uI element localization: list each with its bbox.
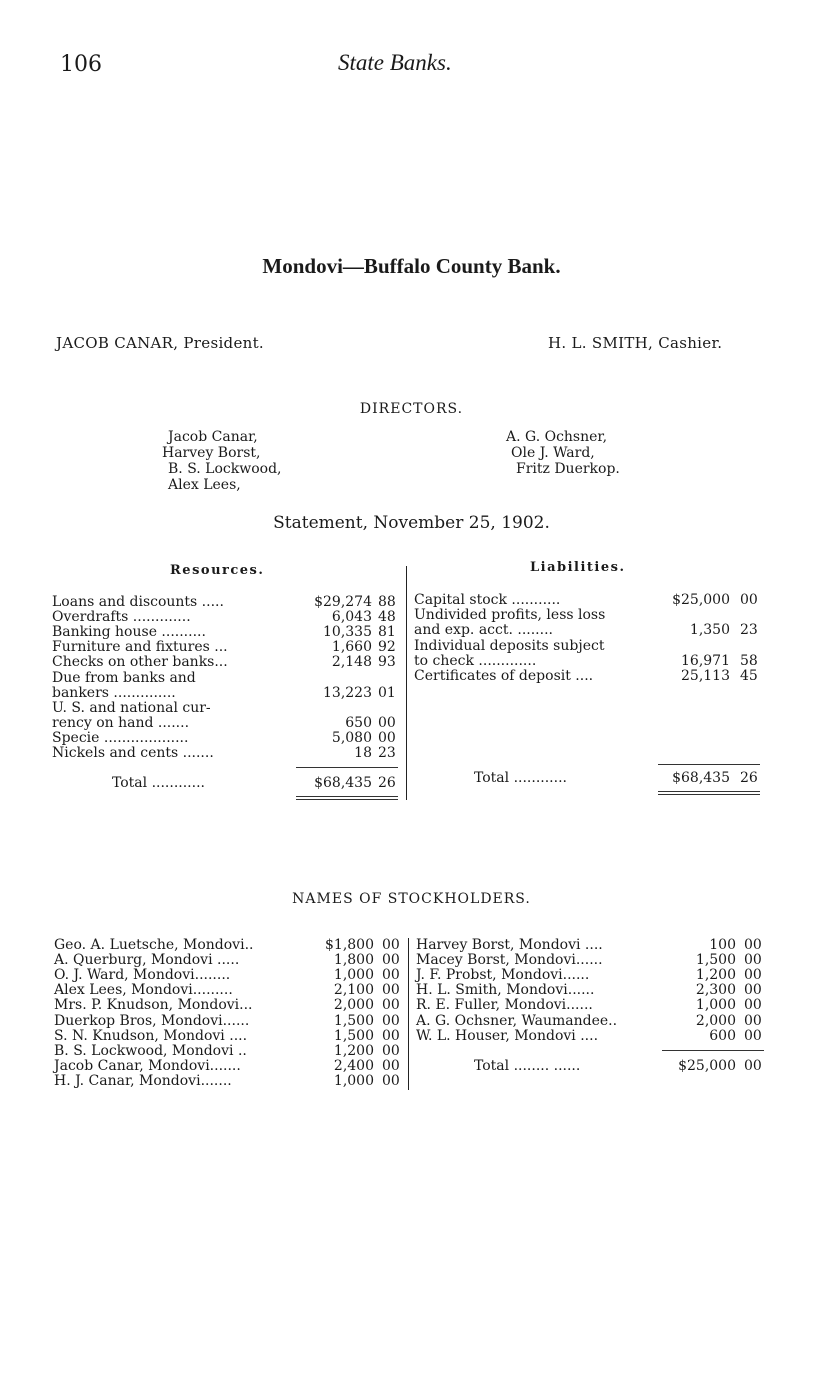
resources-row-dollars: 2,148 xyxy=(331,654,372,671)
stockholder-row-cents: 00 xyxy=(382,1057,400,1074)
stockholder-row-dollars: 2,100 xyxy=(333,982,374,999)
director-name: Jacob Canar, xyxy=(168,429,258,445)
stockholder-row-label: B. S. Lockwood, Mondovi .. xyxy=(54,1042,247,1059)
liabilities-total-cents: 26 xyxy=(740,770,758,786)
liabilities-row-label: and exp. acct. ........ xyxy=(414,622,553,639)
resources-row-cents: 81 xyxy=(378,624,396,641)
resources-row-label: Nickels and cents ....... xyxy=(52,745,214,761)
resources-total-label: Total ............ xyxy=(112,775,205,791)
stockholder-row-dollars: 600 xyxy=(709,1027,736,1044)
stockholder-row-cents: 00 xyxy=(382,997,400,1014)
president: JACOB CANAR, President. xyxy=(56,334,264,352)
cashier: H. L. SMITH, Cashier. xyxy=(548,334,723,352)
stockholder-row-dollars: 1,000 xyxy=(695,997,736,1014)
resources-row-dollars: 1,660 xyxy=(331,639,372,656)
resources-row-label: Specie ................... xyxy=(52,729,189,746)
stockholders-total-cents: 00 xyxy=(744,1058,762,1074)
stockholder-row-cents: 00 xyxy=(744,982,762,999)
liabilities-double-rule xyxy=(658,791,760,792)
stockholder-row-cents: 00 xyxy=(744,967,762,984)
stockholders-total-dollars: $25,000 xyxy=(678,1058,736,1074)
stockholder-row-dollars: 1,200 xyxy=(695,967,736,984)
resources-row-dollars: 18 xyxy=(354,745,372,761)
resources-row-dollars: 6,043 xyxy=(331,609,372,626)
stockholder-row-cents: 00 xyxy=(744,937,762,953)
liabilities-row-label: Undivided profits, less loss xyxy=(414,607,606,624)
directors-left-list xyxy=(162,429,281,493)
resources-row-dollars: $29,274 xyxy=(314,594,372,610)
director-name: Fritz Duerkop. xyxy=(516,461,620,477)
director-name: Alex Lees, xyxy=(168,477,241,493)
stockholder-row-dollars: 2,400 xyxy=(333,1057,374,1074)
liabilities-total-rule xyxy=(658,764,760,765)
stockholder-row-label: Macey Borst, Mondovi...... xyxy=(416,952,603,969)
running-title: State Banks. xyxy=(338,50,452,75)
bank-title: Mondovi—Buffalo County Bank. xyxy=(262,254,561,278)
resources-row-cents: 23 xyxy=(378,745,396,761)
stockholder-row-cents: 00 xyxy=(382,1027,400,1044)
stockholder-row-cents: 00 xyxy=(382,937,400,953)
stockholder-row-cents: 00 xyxy=(744,1012,762,1029)
stockholder-row-label: Geo. A. Luetsche, Mondovi.. xyxy=(54,937,254,953)
stockholder-row-dollars: 1,500 xyxy=(695,952,736,969)
resources-row-dollars: 650 xyxy=(345,714,372,731)
stockholder-row-dollars: $1,800 xyxy=(325,937,374,953)
director-name: A. G. Ochsner, xyxy=(506,429,608,445)
resources-double-rule xyxy=(296,796,398,797)
stockholder-row-label: Mrs. P. Knudson, Mondovi... xyxy=(54,997,253,1014)
resources-row-label: bankers .............. xyxy=(52,684,176,701)
stockholder-row-dollars: 1,200 xyxy=(333,1042,374,1059)
stockholder-row-label: H. L. Smith, Mondovi...... xyxy=(416,982,595,999)
resources-total-cents: 26 xyxy=(378,775,396,791)
stockholder-row-label: A. Querburg, Mondovi ..... xyxy=(54,952,240,969)
stockholder-row-cents: 00 xyxy=(382,952,400,969)
stockholder-row-dollars: 1,800 xyxy=(333,952,374,969)
liabilities-row-dollars: 16,971 xyxy=(681,652,730,669)
director-name: B. S. Lockwood, xyxy=(168,461,282,477)
stockholder-row-dollars: 2,000 xyxy=(695,1012,736,1029)
page-number: 106 xyxy=(60,52,102,77)
resources-row-label: rency on hand ....... xyxy=(52,714,190,731)
stockholder-row-dollars: 100 xyxy=(709,937,736,953)
resources-row-cents: 01 xyxy=(378,684,396,701)
liabilities-row-dollars: 1,350 xyxy=(689,622,730,639)
resources-row-cents: 92 xyxy=(378,639,396,656)
resources-row-label: Overdrafts ............. xyxy=(52,609,191,626)
liabilities-row-label: Certificates of deposit .... xyxy=(414,668,594,684)
liabilities-row-label: Capital stock ........... xyxy=(414,592,561,608)
liabilities-heading: Liabilities. xyxy=(530,560,626,575)
resources-total-rule xyxy=(296,767,398,768)
stockholder-row-dollars: 1,500 xyxy=(333,1027,374,1044)
stockholder-row-label: H. J. Canar, Mondovi....... xyxy=(54,1072,232,1089)
liabilities-row-cents: 58 xyxy=(740,652,758,669)
resources-row-dollars: 10,335 xyxy=(323,624,372,641)
stockholder-row-cents: 00 xyxy=(382,1012,400,1029)
stockholder-row-cents: 00 xyxy=(382,1072,400,1089)
resources-row-cents: 93 xyxy=(378,654,396,671)
stockholder-row-label: Jacob Canar, Mondovi....... xyxy=(54,1057,241,1074)
stockholder-row-label: A. G. Ochsner, Waumandee.. xyxy=(416,1012,618,1029)
stockholder-row-dollars: 1,500 xyxy=(333,1012,374,1029)
stockholder-row-label: Harvey Borst, Mondovi .... xyxy=(416,937,603,953)
liabilities-row-dollars: $25,000 xyxy=(672,592,730,608)
liabilities-total-label: Total ............ xyxy=(474,770,567,786)
stockholders-heading: NAMES OF STOCKHOLDERS. xyxy=(292,891,531,907)
stockholder-row-label: R. E. Fuller, Mondovi...... xyxy=(416,997,593,1014)
director-name: Harvey Borst, xyxy=(162,445,261,461)
resources-row-cents: 48 xyxy=(378,609,396,626)
stockholder-row-cents: 00 xyxy=(744,952,762,969)
stockholder-row-label: S. N. Knudson, Mondovi .... xyxy=(54,1027,248,1044)
liabilities-row-cents: 00 xyxy=(740,592,758,608)
resources-double-rule xyxy=(296,799,398,800)
resources-row-dollars: 5,080 xyxy=(331,729,372,746)
stockholder-row-cents: 00 xyxy=(382,967,400,984)
liabilities-row-label: to check ............. xyxy=(414,652,537,669)
directors-right-list xyxy=(506,429,620,477)
resources-total-dollars: $68,435 xyxy=(314,775,372,791)
directors-heading: DIRECTORS. xyxy=(359,401,464,417)
liabilities-double-rule xyxy=(658,794,760,795)
resources-row-label: U. S. and national cur- xyxy=(52,699,211,716)
stockholder-row-dollars: 1,000 xyxy=(333,1072,374,1089)
stockholder-row-cents: 00 xyxy=(382,982,400,999)
resources-row-cents: 00 xyxy=(378,729,396,746)
stockholder-row-dollars: 2,300 xyxy=(695,982,736,999)
statement-title: Statement, November 25, 1902. xyxy=(273,513,550,533)
resources-row-label: Loans and discounts ..... xyxy=(52,594,224,610)
resources-row-dollars: 13,223 xyxy=(323,684,372,701)
liabilities-row-cents: 45 xyxy=(740,668,758,684)
resources-row-label: Furniture and fixtures ... xyxy=(52,639,228,656)
stockholder-row-label: Duerkop Bros, Mondovi...... xyxy=(54,1012,250,1029)
liabilities-row-dollars: 25,113 xyxy=(681,668,730,684)
stockholder-row-cents: 00 xyxy=(744,997,762,1014)
resources-row-label: Banking house .......... xyxy=(52,624,206,641)
liabilities-total-dollars: $68,435 xyxy=(672,770,730,786)
stockholders-total-label: Total ........ ...... xyxy=(474,1058,581,1074)
stockholders-total-rule xyxy=(662,1050,764,1051)
stockholder-row-cents: 00 xyxy=(382,1042,400,1059)
resources-row-label: Checks on other banks... xyxy=(52,654,228,671)
stockholder-row-dollars: 1,000 xyxy=(333,967,374,984)
stockholder-row-dollars: 2,000 xyxy=(333,997,374,1014)
stockholder-row-label: O. J. Ward, Mondovi........ xyxy=(54,967,231,984)
statement-divider xyxy=(406,566,407,800)
resources-row-label: Due from banks and xyxy=(52,669,196,686)
director-name: Ole J. Ward, xyxy=(511,445,595,461)
stockholder-row-label: J. F. Probst, Mondovi...... xyxy=(416,967,590,984)
stockholders-divider xyxy=(408,938,409,1090)
liabilities-row-label: Individual deposits subject xyxy=(414,637,605,654)
stockholder-row-label: W. L. Houser, Mondovi .... xyxy=(416,1027,599,1044)
resources-heading: Resources. xyxy=(170,563,265,578)
stockholder-row-cents: 00 xyxy=(744,1027,762,1044)
stockholder-row-label: Alex Lees, Mondovi......... xyxy=(54,982,233,999)
resources-row-cents: 00 xyxy=(378,714,396,731)
resources-row-cents: 88 xyxy=(378,594,396,610)
liabilities-row-cents: 23 xyxy=(740,622,758,639)
